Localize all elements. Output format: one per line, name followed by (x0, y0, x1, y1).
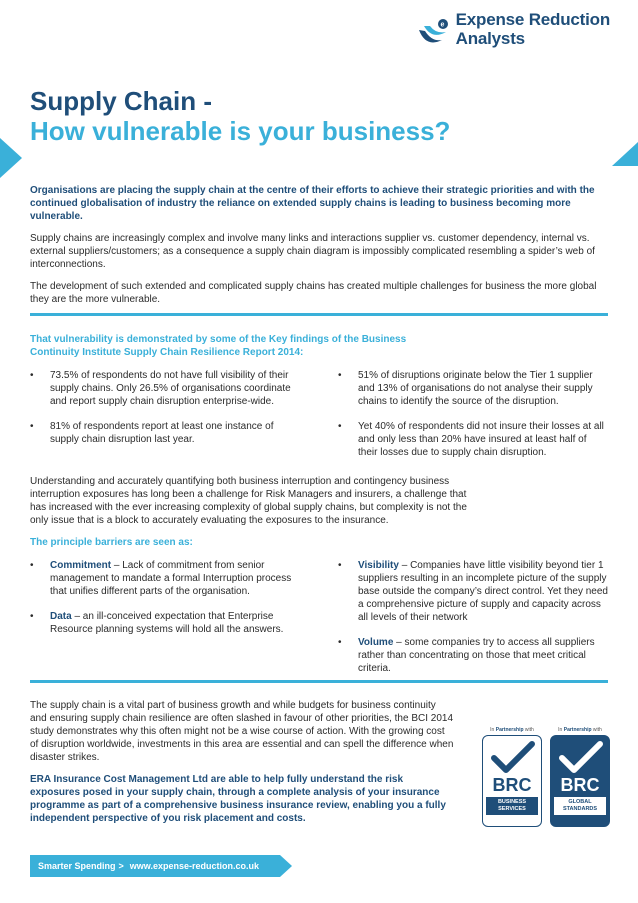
footer-separator: > (118, 861, 124, 871)
brc-name: BRC (492, 775, 532, 795)
partner-badges (482, 727, 610, 827)
closing-section (30, 699, 455, 834)
barriers-right-list (338, 559, 608, 687)
logo-line-1: Expense Reduction (455, 10, 610, 29)
svg-text:e: e (440, 21, 445, 29)
brc-sub: GLOBAL STANDARDS (554, 797, 606, 815)
logo-wordmark (456, 10, 610, 48)
footer-label: Smarter Spending (38, 861, 116, 871)
barriers-left-list (30, 559, 300, 687)
footer-arrow-icon (280, 855, 292, 877)
list-item: • Volume – some companies try to access all suppliers rather than concentrating on those that meet critical criteria. (338, 637, 595, 674)
bullet-icon: • (30, 421, 34, 432)
list-item: • Commitment – Lack of commitment from senior management to mandate a formal Interruption process that unifies different parts of the organisation. (30, 560, 292, 597)
bullet-icon: • (30, 370, 34, 381)
brc-sub: BUSINESS SERVICES (486, 797, 538, 815)
bullet-icon: • (338, 421, 342, 432)
bullet-icon: • (338, 560, 342, 571)
list-item: • 73.5% of respondents do not have full visibility of their supply chains. Only 26.5% of organisations coordinate and report supply chain disruption enterprise-wide. (30, 370, 291, 407)
list-item: • 81% of respondents report at least one instance of supply chain disruption last year. (30, 421, 274, 445)
intro-paragraph-2: The development of such extended and complicated supply chains has created multiple challenges for business the more global they are the more vulnerable. (30, 281, 597, 305)
footer-bar (30, 855, 280, 877)
findings-section (30, 333, 608, 687)
title-line-1: Supply Chain - (30, 86, 212, 116)
intro-lead: Organisations are placing the supply chain at the centre of their efforts to achieve their strategic priorities and with the continued globalisation of industry the reliance on extended supply chains is leading to business becoming more vulnerable. (30, 185, 595, 222)
list-item: • 51% of disruptions originate below the Tier 1 supplier and 13% of organisations do not analyse their supply chains to identify the source of the disruption. (338, 370, 593, 407)
title-line-2: How vulnerable is your business? (30, 116, 451, 146)
list-item: • Visibility – Companies have little visibility beyond tier 1 suppliers resulting in an incomplete picture of the supply base outside the company’s direct control. Yet they need a comprehensive picture of supply and capacity across all levels of their network (338, 560, 608, 623)
understanding-paragraph: Understanding and accurately quantifying both business interruption and contingency business interruption exposures has long been a challenge for Risk Managers and insurers, a challenge that has increased with the ever increasing complexity of global supply chains, but complexity is not the only issue that is a block to accurately evaluating the exposures to the insurance. (30, 476, 467, 526)
checkmark-icon (556, 740, 604, 776)
footer-url-link[interactable]: www.expense-reduction.co.uk (129, 861, 259, 871)
list-item: • Yet 40% of respondents did not insure their losses at all and only less than 20% have insured at least half of their losses due to supply chain disruption. (338, 421, 604, 458)
logo-line-2: Analysts (455, 29, 525, 48)
partner-label: In Partnership with (558, 727, 602, 733)
bullet-icon: • (338, 370, 342, 381)
divider-1 (30, 313, 608, 316)
checkmark-icon (488, 740, 536, 776)
barriers-heading: The principle barriers are seen as: (30, 537, 193, 548)
intro-paragraph-1: Supply chains are increasingly complex and involve many links and interactions supplier vs. customer dependency, internal vs. external suppliers/customers; as a consequence a supply chain diagram is impossibly complicated resembling a spider’s web of interconnections. (30, 233, 595, 270)
brc-global-standards-badge (550, 727, 610, 827)
closing-paragraph: The supply chain is a vital part of business growth and while budgets for business continuity and ensuring supply chain resilience are often slashed in favour of other priorities, the BCI 2014 study demonstrates why this often might not be a wise course of action. With the growing cost of disruption worldwide, investments in this area are essential and can spell the difference when disaster strikes. (30, 700, 454, 763)
findings-left-list (30, 369, 300, 471)
decor-triangle-left (0, 138, 22, 178)
bullet-icon: • (30, 560, 34, 571)
closing-lead: ERA Insurance Cost Management Ltd are able to help fully understand the risk exposures posed in your supply chain, through a complete analysis of your insurance programme as part of a comprehensive business insurance review, enabling you a fully independent perspective of you risk placement and costs. (30, 774, 446, 824)
company-logo (416, 10, 610, 52)
bullet-icon: • (338, 637, 342, 648)
brc-business-services-badge (482, 727, 542, 827)
page-title (30, 86, 450, 146)
findings-heading: That vulnerability is demonstrated by some of the Key findings of the Business Continuity Institute Supply Chain Resilience Report 2014: (30, 334, 407, 358)
brc-name: BRC (560, 775, 600, 795)
list-item: • Data – an ill-conceived expectation that Enterprise Resource planning systems will hold all the answers. (30, 611, 284, 635)
bullet-icon: • (30, 611, 34, 622)
era-logo-icon (416, 18, 450, 52)
decor-triangle-right (612, 142, 638, 166)
intro-section (30, 184, 608, 315)
divider-2 (30, 680, 608, 683)
findings-right-list (338, 369, 608, 471)
partner-label: In Partnership with (490, 727, 534, 733)
